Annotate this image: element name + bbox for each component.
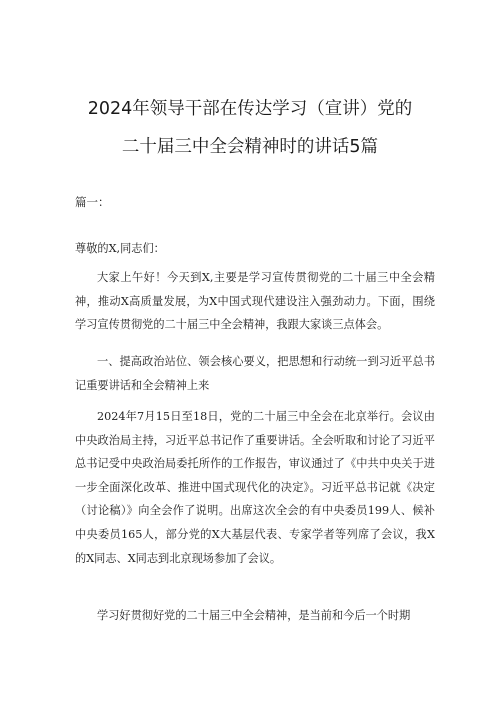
paragraph-plenum-details: 2024年7月15日至18日，党的二十届三中全会在北京举行。会议由中央政治局主持，习近平总书记作了重要讲话。全会听取和讨论了习近平总书记受中央政治局委托所作的工作报告，审议通过了《中共中央关于进一步全面深化改革、推进中国式现代化的决定》。习近平总书记就《决定（讨论稿）》向全会作了说明。出席这次全会的有中央委员199人、候补中央委员165人，部分党的X大基层代表、专家学者等列席了会议，我X的X同志、X同志到北京现场参加了会议。 [75,410,435,565]
document-title-line-2: 二十届三中全会精神时的讲话5篇 [121,137,379,157]
document-title-line-1: 2024年领导干部在传达学习（宣讲）党的 [87,99,413,119]
paragraph-heading-one: 一、提高政治站位、领会核心要义，把思想和行动统一到习近平总书记重要讲话和全会精神上来 [75,355,435,392]
paragraph-opening: 大家上午好！今天到X,主要是学习宣传贯彻党的二十届三中全会精神，推动X高质量发展，为X中国式现代建设注入强劲动力。下面，围绕学习宣传贯彻党的二十届三中全会精神，我跟大家谈三点体会。 [75,271,435,332]
salutation: 尊敬的X,同志们： [75,242,165,255]
section-label: 篇一： [75,195,110,209]
paragraph-study-significance: 学习好贯彻好党的二十届三中全会精神，是当前和今后一个时期 [97,609,411,622]
